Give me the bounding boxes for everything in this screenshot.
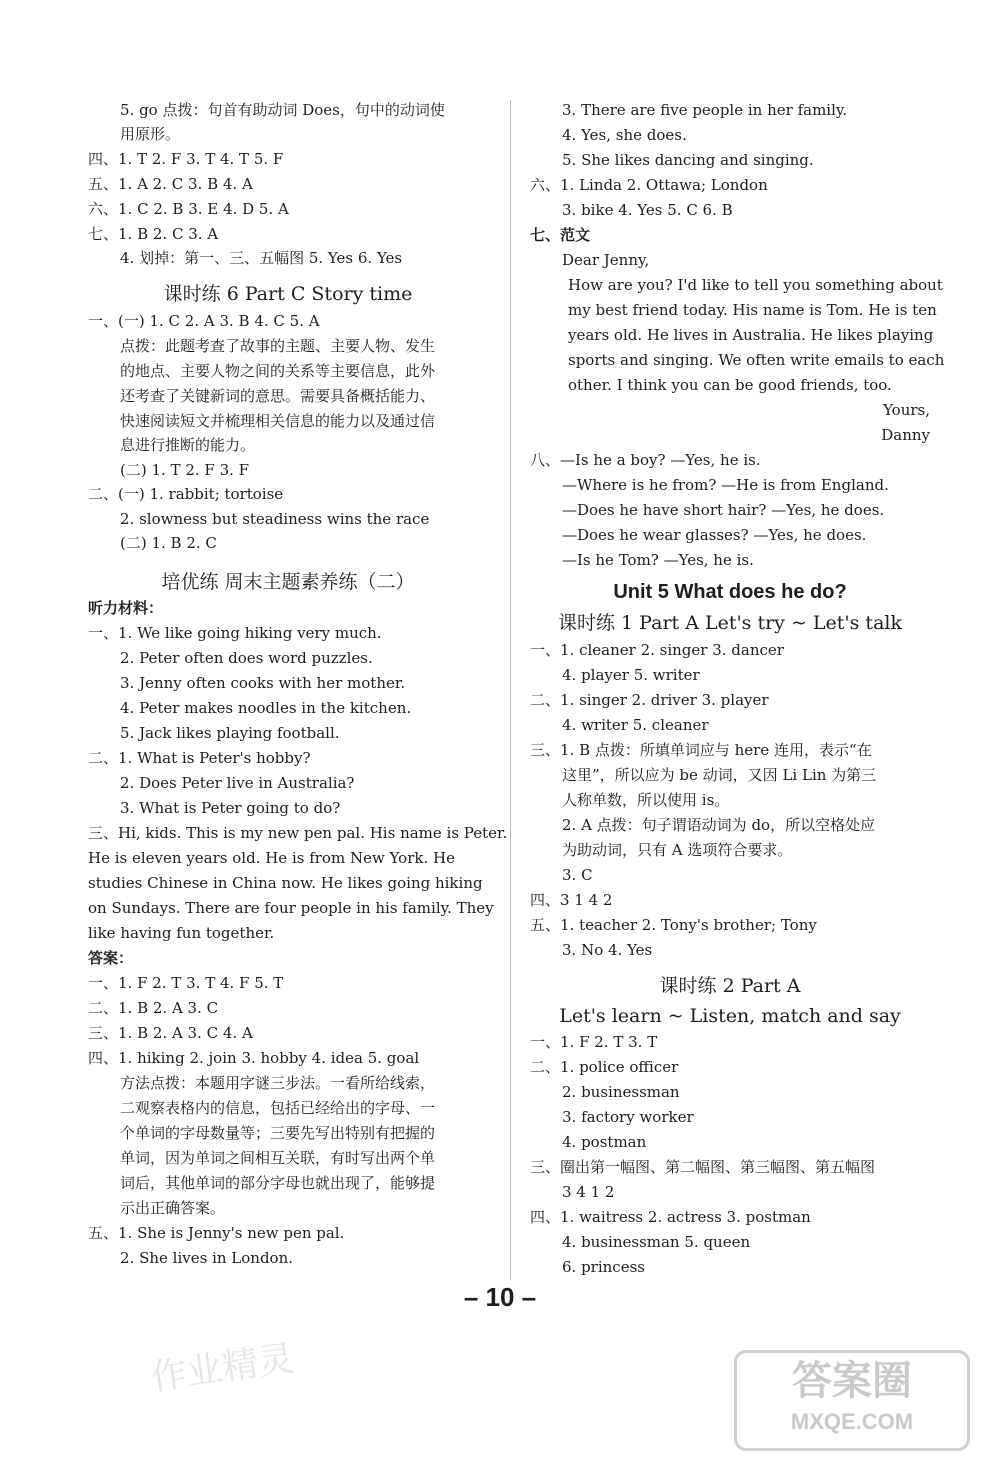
answer-line: 四、1. T 2. F 3. T 4. T 5. F bbox=[88, 150, 284, 168]
section-heading: 课时练 6 Part C Story time bbox=[163, 283, 413, 305]
page-number: – 10 – bbox=[463, 1282, 537, 1312]
answer-line: 词后，其他单词的部分字母也就出现了，能够提 bbox=[120, 1174, 436, 1192]
answer-line: 三、Hi, kids. This is my new pen pal. His name is Peter. bbox=[88, 824, 508, 842]
answer-line: 5. go 点拨：句首有助动词 Does，句中的动词使 bbox=[120, 101, 445, 119]
answer-line: 人称单数，所以使用 is。 bbox=[562, 791, 730, 809]
answer-line: 3. What is Peter going to do? bbox=[120, 799, 341, 817]
answer-line: 六、1. C 2. B 3. E 4. D 5. A bbox=[88, 200, 289, 218]
answer-line: 五、1. A 2. C 3. B 4. A bbox=[88, 175, 253, 193]
answer-line: How are you? I'd like to tell you something about bbox=[568, 276, 943, 294]
answer-line: 3. No 4. Yes bbox=[562, 941, 653, 959]
answer-line: He is eleven years old. He is from New York. He bbox=[88, 849, 455, 867]
answer-line: 七、范文 bbox=[530, 226, 591, 244]
section-heading: 培优练 周末主题素养练（二） bbox=[161, 571, 415, 593]
answer-line: —Does he have short hair? —Yes, he does. bbox=[562, 501, 885, 519]
answer-line: like having fun together. bbox=[88, 924, 275, 942]
answer-line: 为助动词，只有 A 选项符合要求。 bbox=[562, 841, 793, 859]
column-divider bbox=[510, 100, 511, 1280]
answer-line: 4. Yes, she does. bbox=[562, 126, 687, 144]
answer-line: 三、1. B 点拨：所填单词应与 here 连用，表示“在 bbox=[530, 741, 872, 759]
answer-line: 的地点、主要人物之间的关系等主要信息，此外 bbox=[120, 362, 436, 380]
answer-line: 3. Jenny often cooks with her mother. bbox=[120, 674, 406, 692]
site-watermark bbox=[734, 1350, 970, 1451]
answer-line: 4. businessman 5. queen bbox=[562, 1233, 751, 1251]
answer-line: on Sundays. There are four people in his family. They bbox=[88, 899, 494, 917]
answer-line: 三、1. B 2. A 3. C 4. A bbox=[88, 1024, 253, 1042]
answer-line: Danny bbox=[881, 426, 930, 444]
answer-line: 八、—Is he a boy? —Yes, he is. bbox=[530, 451, 761, 469]
answer-line: 二、1. What is Peter's hobby? bbox=[88, 749, 311, 767]
answer-line: (二) 1. T 2. F 3. F bbox=[120, 461, 250, 479]
answer-line: 3 4 1 2 bbox=[562, 1183, 615, 1201]
answer-line: 5. She likes dancing and singing. bbox=[562, 151, 814, 169]
answer-line: 2. Does Peter live in Australia? bbox=[120, 774, 355, 792]
answer-line: 七、1. B 2. C 3. A bbox=[88, 225, 219, 243]
answer-line: 4. postman bbox=[562, 1133, 647, 1151]
answer-line: 五、1. teacher 2. Tony's brother; Tony bbox=[530, 916, 817, 934]
answer-line: 2. She lives in London. bbox=[120, 1249, 294, 1267]
answer-line: 2. A 点拨：句子谓语动词为 do，所以空格处应 bbox=[562, 816, 876, 834]
answer-line: 2. Peter often does word puzzles. bbox=[120, 649, 373, 667]
answer-line: my best friend today. His name is Tom. He is ten bbox=[568, 301, 937, 319]
answer-line: sports and singing. We often write emails to each bbox=[568, 351, 945, 369]
answer-line: 一、1. cleaner 2. singer 3. dancer bbox=[530, 641, 784, 659]
section-heading: 课时练 2 Part A bbox=[659, 975, 801, 997]
answer-line: 四、1. waitress 2. actress 3. postman bbox=[530, 1208, 811, 1226]
answer-line: 3. There are five people in her family. bbox=[562, 101, 848, 119]
answer-line: 点拨：此题考查了故事的主题、主要人物、发生 bbox=[120, 337, 436, 355]
answer-line: 三、圈出第一幅图、第二幅图、第三幅图、第五幅图 bbox=[530, 1158, 876, 1176]
answer-line: studies Chinese in China now. He likes going hiking bbox=[88, 874, 483, 892]
answer-line: Yours, bbox=[883, 401, 930, 419]
answer-line: 4. Peter makes noodles in the kitchen. bbox=[120, 699, 412, 717]
watermark-url: MXQE.COM bbox=[790, 1409, 914, 1434]
answer-line: —Is he Tom? —Yes, he is. bbox=[562, 551, 754, 569]
answer-line: 息进行推断的能力。 bbox=[120, 436, 256, 454]
answer-line: Dear Jenny, bbox=[562, 251, 650, 269]
answer-line: 一、(一) 1. C 2. A 3. B 4. C 5. A bbox=[88, 312, 320, 330]
answer-line: 这里”，所以应为 be 动词，又因 Li Lin 为第三 bbox=[562, 766, 877, 784]
answer-line: 2. businessman bbox=[562, 1083, 680, 1101]
answer-line: (二) 1. B 2. C bbox=[120, 534, 217, 552]
answer-line: 二、(一) 1. rabbit; tortoise bbox=[88, 485, 284, 503]
answer-line: 3. factory worker bbox=[562, 1108, 694, 1126]
unit-title: Unit 5 What does he do? bbox=[613, 581, 847, 603]
answer-line: 单词，因为单词之间相互关联，有时写出两个单 bbox=[120, 1149, 436, 1167]
answer-line: 5. Jack likes playing football. bbox=[120, 724, 340, 742]
answer-line: 示出正确答案。 bbox=[120, 1199, 226, 1217]
answer-line: 6. princess bbox=[562, 1258, 645, 1276]
answer-line: other. I think you can be good friends, too. bbox=[568, 376, 892, 394]
answer-line: 一、1. F 2. T 3. T 4. F 5. T bbox=[88, 974, 284, 992]
watermark-title: 答案圈 bbox=[792, 1359, 912, 1403]
answer-line: 方法点拨：本题用字谜三步法。一看所给线索， bbox=[120, 1074, 436, 1092]
section-heading: 课时练 1 Part A Let's try ~ Let's talk bbox=[558, 612, 902, 634]
answer-line: 个单词的字母数量等；三要先写出特别有把握的 bbox=[120, 1124, 436, 1142]
answer-line: 四、1. hiking 2. join 3. hobby 4. idea 5. goal bbox=[88, 1049, 420, 1067]
answer-line: 二观察表格内的信息，包括已经给出的字母、一 bbox=[120, 1099, 436, 1117]
answer-line: 用原形。 bbox=[120, 125, 181, 143]
answer-line: 四、3 1 4 2 bbox=[530, 891, 613, 909]
answer-line: 二、1. B 2. A 3. C bbox=[88, 999, 219, 1017]
answer-line: —Does he wear glasses? —Yes, he does. bbox=[562, 526, 867, 544]
answer-line: 2. slowness but steadiness wins the race bbox=[120, 510, 430, 528]
answer-line: 4. 划掉：第一、三、五幅图 5. Yes 6. Yes bbox=[120, 249, 403, 267]
answer-line: 一、1. F 2. T 3. T bbox=[530, 1033, 658, 1051]
answer-line: 一、1. We like going hiking very much. bbox=[88, 624, 382, 642]
answer-line: 3. C bbox=[562, 866, 593, 884]
answer-line: 二、1. police officer bbox=[530, 1058, 679, 1076]
answer-line: 六、1. Linda 2. Ottawa; London bbox=[530, 176, 768, 194]
answer-line: 4. player 5. writer bbox=[562, 666, 700, 684]
answer-line: 五、1. She is Jenny's new pen pal. bbox=[88, 1224, 345, 1242]
answer-line: 答案： bbox=[88, 949, 134, 967]
answer-line: 快速阅读短文并梳理相关信息的能力以及通过信 bbox=[120, 412, 436, 430]
answer-line: 二、1. singer 2. driver 3. player bbox=[530, 691, 769, 709]
section-heading: Let's learn ~ Listen, match and say bbox=[559, 1005, 901, 1027]
answer-line: 4. writer 5. cleaner bbox=[562, 716, 709, 734]
answer-line: 3. bike 4. Yes 5. C 6. B bbox=[562, 201, 733, 219]
answer-line: years old. He lives in Australia. He likes playing bbox=[568, 326, 934, 344]
answer-line: —Where is he from? —He is from England. bbox=[562, 476, 889, 494]
answer-line: 听力材料： bbox=[88, 599, 164, 617]
stamp-watermark: 作业精灵 bbox=[148, 1338, 297, 1399]
answer-line: 还考查了关键新词的意思。需要具备概括能力、 bbox=[120, 387, 436, 405]
